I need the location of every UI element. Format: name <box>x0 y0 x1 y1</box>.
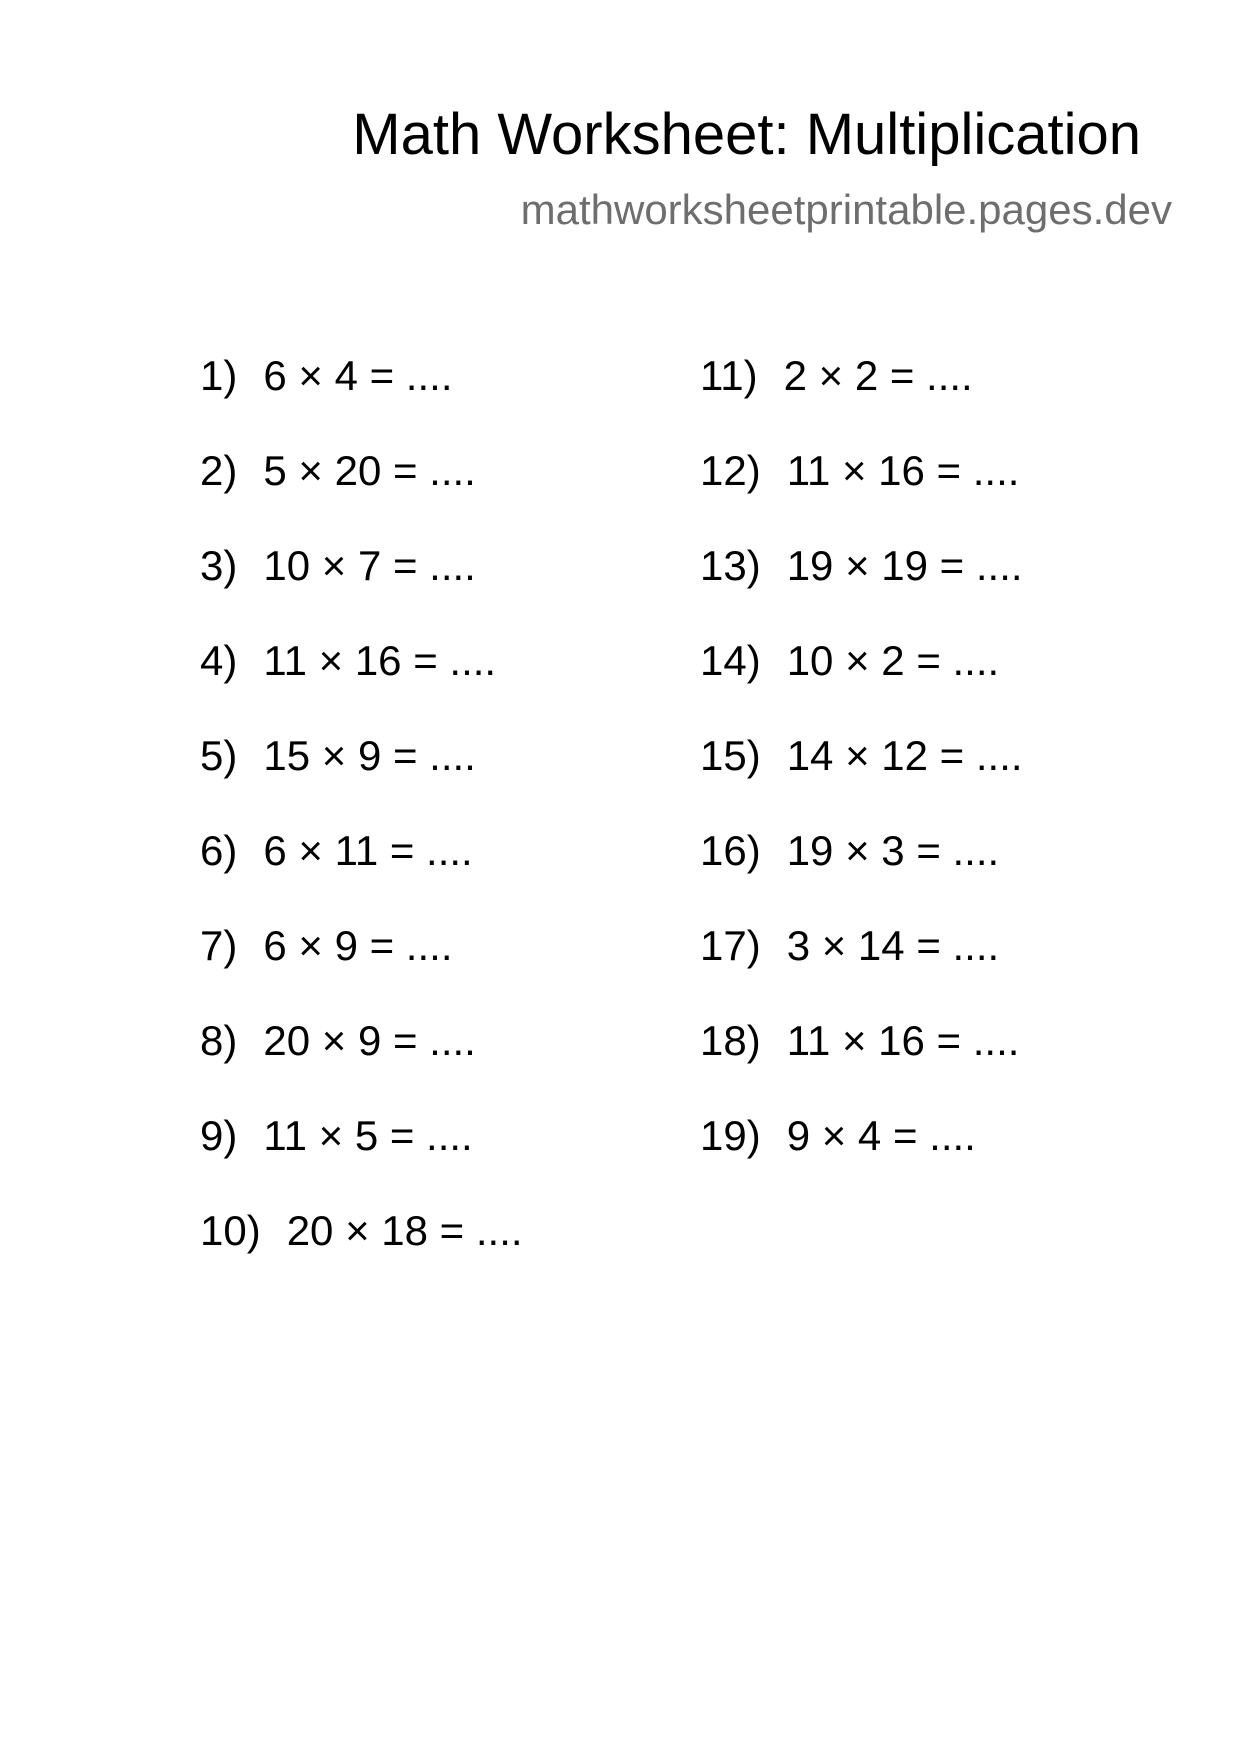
problem-item <box>700 440 1023 535</box>
problem-number: 6) <box>200 827 238 874</box>
problem-number: 3) <box>200 542 238 589</box>
problem-expression: 14 × 12 = .... <box>786 732 1023 779</box>
problem-expression: 20 × 18 = .... <box>286 1207 523 1254</box>
problem-number: 18) <box>700 1017 761 1064</box>
problem-number: 5) <box>200 732 238 779</box>
problem-item <box>700 535 1023 630</box>
problem-item <box>200 1010 523 1105</box>
problem-item <box>200 440 523 535</box>
problem-expression: 19 × 3 = .... <box>786 827 1000 874</box>
problem-number: 8) <box>200 1017 238 1064</box>
problem-expression: 19 × 19 = .... <box>786 542 1023 589</box>
problem-expression: 20 × 9 = .... <box>263 1017 476 1064</box>
problem-item <box>200 915 523 1010</box>
problem-number: 7) <box>200 922 238 969</box>
problem-number: 19) <box>700 1112 761 1159</box>
problem-number: 10) <box>200 1207 261 1254</box>
problem-expression: 11 × 16 = .... <box>786 1017 1020 1064</box>
problem-expression: 9 × 4 = .... <box>786 1112 976 1159</box>
problem-item <box>200 1200 523 1295</box>
problem-expression: 15 × 9 = .... <box>263 732 476 779</box>
problem-number: 17) <box>700 922 761 969</box>
problem-number: 13) <box>700 542 761 589</box>
problem-item <box>700 820 1023 915</box>
problem-column-right <box>700 345 1023 1200</box>
problem-item <box>700 915 1023 1010</box>
problem-item <box>200 820 523 915</box>
problem-expression: 6 × 9 = .... <box>263 922 453 969</box>
problem-number: 11) <box>700 352 758 399</box>
problem-item <box>200 535 523 630</box>
problem-item <box>700 345 1023 440</box>
problem-number: 1) <box>200 352 238 399</box>
problem-item <box>200 1105 523 1200</box>
problem-number: 16) <box>700 827 761 874</box>
problem-item <box>200 345 523 440</box>
page-title: Math Worksheet: Multiplication <box>352 102 1141 167</box>
problem-expression: 11 × 16 = .... <box>786 447 1020 494</box>
problem-item <box>200 630 523 725</box>
problem-number: 2) <box>200 447 238 494</box>
problem-number: 9) <box>200 1112 238 1159</box>
problem-expression: 3 × 14 = .... <box>786 922 1000 969</box>
problem-item <box>700 630 1023 725</box>
problem-column-left <box>200 345 523 1295</box>
site-url: mathworksheetprintable.pages.dev <box>520 186 1172 233</box>
problem-expression: 2 × 2 = .... <box>783 352 973 399</box>
problem-expression: 6 × 4 = .... <box>263 352 453 399</box>
problem-item <box>200 725 523 820</box>
problem-expression: 6 × 11 = .... <box>263 827 473 874</box>
problem-item <box>700 1010 1023 1105</box>
problem-number: 15) <box>700 732 761 779</box>
problem-expression: 11 × 5 = .... <box>263 1112 473 1159</box>
problem-expression: 5 × 20 = .... <box>263 447 476 494</box>
problem-item <box>700 725 1023 820</box>
problem-number: 14) <box>700 637 761 684</box>
problem-number: 4) <box>200 637 238 684</box>
problem-expression: 10 × 2 = .... <box>786 637 1000 684</box>
problem-number: 12) <box>700 447 761 494</box>
problem-expression: 11 × 16 = .... <box>263 637 497 684</box>
problem-expression: 10 × 7 = .... <box>263 542 476 589</box>
problem-item <box>700 1105 1023 1200</box>
